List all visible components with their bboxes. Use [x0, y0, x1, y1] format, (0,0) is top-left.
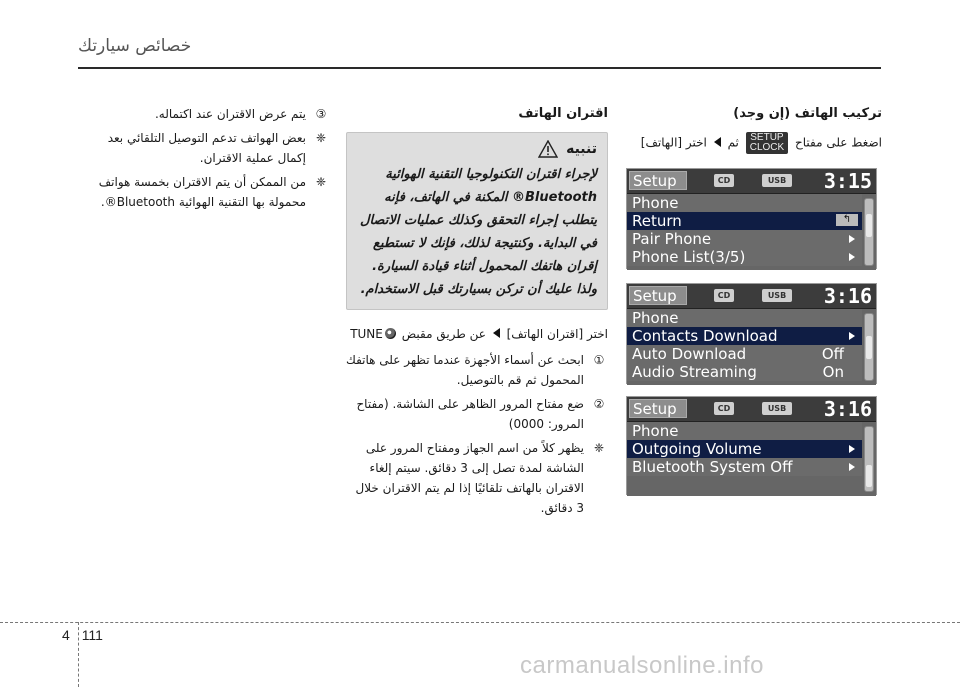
scrollbar[interactable]	[864, 426, 874, 492]
footer-divider	[0, 622, 960, 623]
screen-menu-list	[627, 309, 876, 385]
menu-row-return[interactable]: Return ↰	[627, 212, 862, 230]
cd-badge: CD	[714, 402, 734, 415]
chevron-right-icon	[849, 445, 855, 453]
step-2-marker: ②	[593, 397, 605, 411]
section-title-phone-pairing: اقتران الهاتف	[518, 106, 608, 121]
caution-title: تنبيه	[566, 141, 597, 157]
caution-header	[357, 139, 597, 159]
scrollbar-thumb[interactable]	[866, 336, 872, 359]
clock-display: 3:16	[823, 284, 872, 308]
screen-phone-menu-3	[626, 396, 877, 495]
instruction-text: ثم	[727, 135, 739, 150]
usb-badge: USB	[762, 174, 792, 187]
instruction-text: عن طريق مقبض	[401, 327, 486, 341]
note-marker: ❈	[315, 175, 327, 189]
list-item	[346, 350, 608, 390]
arrow-left-icon	[714, 137, 721, 147]
back-icon: ↰	[836, 214, 858, 226]
setup-tab[interactable]: Setup	[629, 399, 687, 418]
menu-row-contacts-download[interactable]: Contacts Download	[627, 327, 862, 345]
setting-value: Off	[821, 345, 844, 363]
clock-display: 3:16	[823, 397, 872, 421]
menu-row-audio-streaming[interactable]: Audio Streaming On	[627, 363, 862, 381]
header-divider	[78, 67, 881, 69]
tune-label: TUNE	[350, 327, 383, 341]
cd-badge: CD	[714, 289, 734, 302]
menu-row-phone: Phone	[627, 309, 862, 327]
setup-clock-key-icon	[746, 132, 788, 154]
right-column	[626, 104, 882, 154]
list-item	[78, 128, 330, 168]
left-column	[78, 104, 330, 214]
list-item	[346, 394, 608, 434]
usb-badge: USB	[762, 289, 792, 302]
chevron-right-icon	[849, 253, 855, 261]
instruction-text: اختر [الهاتف]	[640, 135, 707, 150]
chevron-right-icon	[849, 332, 855, 340]
screen-phone-menu-2	[626, 283, 877, 384]
screen-phone-menu-1	[626, 168, 877, 269]
menu-row-pair-phone[interactable]: Pair Phone	[627, 230, 862, 248]
scrollbar[interactable]	[864, 198, 874, 266]
chevron-right-icon	[849, 463, 855, 471]
watermark: carmanualsonline.info	[520, 652, 764, 679]
menu-row-bluetooth-system-off[interactable]: Bluetooth System Off	[627, 458, 862, 476]
step-1-marker: ①	[593, 353, 605, 367]
chapter-number: 4	[62, 627, 70, 643]
list-item	[78, 172, 330, 212]
screen-status-bar	[627, 397, 876, 422]
list-item-text: ابحث عن أسماء الأجهزة عندما تظهر على هاتفك المحمول ثم قم بالتوصيل.	[345, 353, 584, 387]
setup-tab[interactable]: Setup	[629, 171, 687, 190]
screen-menu-list	[627, 194, 876, 270]
screen-status-bar	[627, 284, 876, 309]
arrow-left-icon	[493, 328, 500, 338]
instruction-text: اختر [اقتران الهاتف]	[506, 327, 608, 341]
setup-tab[interactable]: Setup	[629, 286, 687, 305]
menu-row-outgoing-volume[interactable]: Outgoing Volume	[627, 440, 862, 458]
scrollbar[interactable]	[864, 313, 874, 381]
menu-row-phone-list[interactable]: Phone List(3/5)	[627, 248, 862, 266]
screen-status-bar	[627, 169, 876, 194]
chevron-right-icon	[849, 235, 855, 243]
clock-key-label: CLOCK	[749, 142, 785, 153]
page-number-value: 111	[81, 627, 103, 643]
menu-row-auto-download[interactable]: Auto Download Off	[627, 345, 862, 363]
list-item-text: بعض الهواتف تدعم التوصيل التلقائي بعد إكمال عملية الاقتران.	[107, 131, 306, 165]
list-item	[78, 104, 330, 124]
list-item-text: ضع مفتاح المرور الظاهر على الشاشة. (مفتاح المرور: 0000)	[356, 397, 584, 431]
instruction-text: اضغط على مفتاح	[795, 135, 882, 150]
list-item-text: من الممكن أن يتم الاقتران بخمسة هواتف محمولة بها التقنية الهوائية Bluetooth®.	[98, 175, 306, 209]
step-3-marker: ③	[315, 107, 327, 121]
tune-knob-icon	[385, 328, 396, 339]
middle-column	[346, 104, 608, 520]
scrollbar-thumb[interactable]	[866, 465, 872, 487]
note-marker: ❈	[315, 131, 327, 145]
menu-row-phone: Phone	[627, 194, 862, 212]
page-header-title: خصائص سيارتك	[78, 36, 192, 56]
list-item-text: يتم عرض الاقتران عند اكتماله.	[154, 107, 306, 121]
caution-text: لإجراء اقتران التكنولوجيا التقنية الهوائية Bluetooth® المكنة في الهاتف، فإنه يتطلب إجراء التحقق وكذلك عمليات الاتصال في البداية. وكنتيجة لذلك، فإنك لا تستطيع إقران هاتفك المحمول أثناء قيادة السيارة. ولذا عليك أن تركن بسيارتك قبل الاستخدام.	[360, 167, 597, 297]
pairing-instruction	[346, 324, 608, 344]
note-marker: ❈	[593, 441, 605, 455]
setup-key-label: SETUP	[750, 132, 784, 143]
menu-row-phone: Phone	[627, 422, 862, 440]
caution-box	[346, 132, 608, 310]
setting-value: On	[822, 363, 844, 381]
usb-badge: USB	[762, 402, 792, 415]
screen-menu-list	[627, 422, 876, 496]
clock-display: 3:15	[823, 169, 872, 193]
list-item-text: يظهر كلاً من اسم الجهاز ومفتاح المرور على الشاشة لمدة تصل إلى 3 دقائق. سيتم إلغاء الاقتران بالهاتف تلقائيًا إذا لم يتم الاقتران خلال 3 دقائق.	[355, 441, 584, 515]
scrollbar-thumb[interactable]	[866, 214, 872, 237]
list-item	[346, 438, 608, 518]
page-number	[62, 627, 103, 643]
cd-badge: CD	[714, 174, 734, 187]
section-title-phone-setup: تركيب الهاتف (إن وجد)	[733, 106, 882, 121]
setup-instruction	[626, 132, 882, 154]
warning-triangle-icon	[538, 140, 558, 158]
